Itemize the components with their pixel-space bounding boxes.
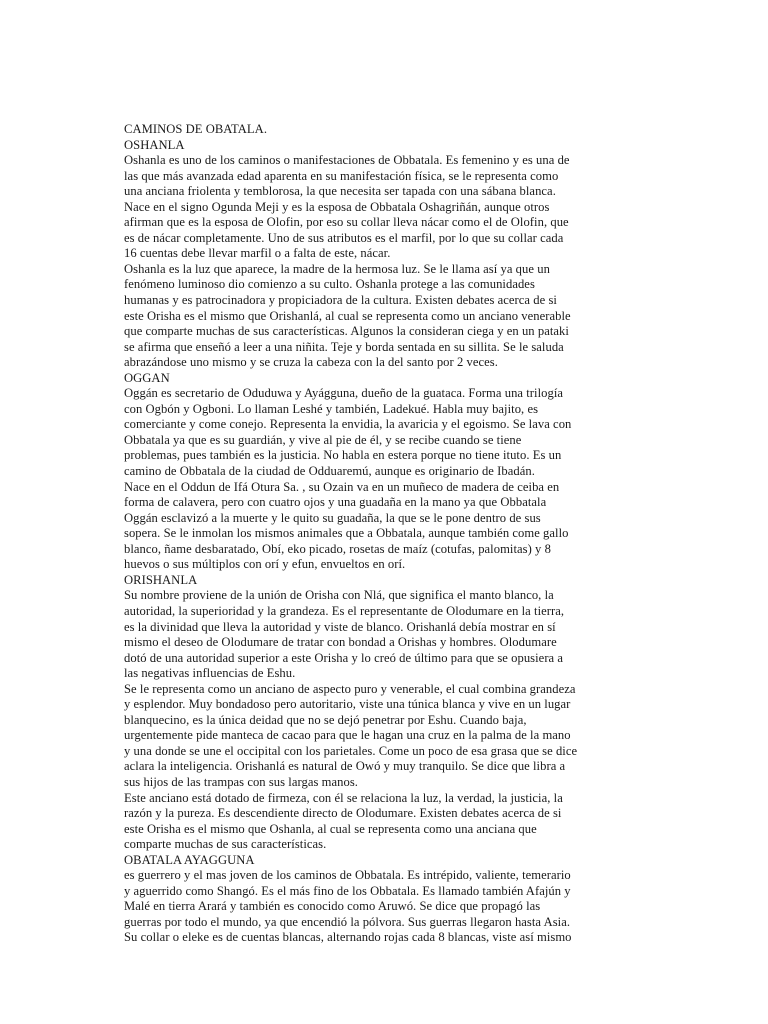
text-line: problemas, pues también es la justicia. No habla en estera porque no tiene ituto. Es un [124,448,562,463]
text-line: autoridad, la superioridad y la grandeza. Es el representante de Olodumare en la tierra, [124,603,565,618]
text-line: Nace en el signo Ogunda Meji y es la esposa de Obbatala Oshagriñán, aunque otros [124,199,550,214]
text-line: forma de calavera, pero con cuatro ojos y una guadaña en la mano ya que Obbatala [124,495,547,510]
text-line: Nace en el Oddun de Ifá Otura Sa. , su Ozain va en un muñeco de madera de ceiba en [124,479,560,494]
text-line: aclara la inteligencia. Orishanlá es natural de Owó y muy tranquilo. Se dice que libra a [124,759,566,774]
section-heading: ORISHANLA [124,572,198,587]
text-line: que comparte muchas de sus características. Algunos la consideran ciega y en un pataki [124,324,569,339]
text-line: y aguerrido como Shangó. Es el más fino de los Obbatala. Es llamado también Afajún y [124,883,571,898]
text-line: con Ogbón y Ogboni. Lo llaman Leshé y también, Ladekué. Habla muy bajito, es [124,401,539,416]
text-line: Su collar o eleke es de cuentas blancas, alternando rojas cada 8 blancas, viste así mismo [124,930,572,945]
text-line: afirman que es la esposa de Olofin, por eso su collar lleva nácar como el de Olofin, que [124,215,569,230]
text-line: 16 cuentas debe llevar marfil o a falta de este, nácar. [124,246,391,261]
text-line: Su nombre proviene de la unión de Orisha con Nlá, que significa el manto blanco, la [124,588,554,603]
section-heading: OGGAN [124,370,170,385]
text-line: sus hijos de las trampas con sus largas manos. [124,774,358,789]
text-line: guerras por todo el mundo, ya que encendió la pólvora. Sus guerras llegaron hasta Asia. [124,914,571,929]
text-line: Obbatala ya que es su guardián, y vive al pie de él, y se recibe cuando se tiene [124,432,522,447]
text-line: Este anciano está dotado de firmeza, con él se relaciona la luz, la verdad, la justicia, la [124,790,563,805]
text-line: es guerrero y el mas joven de los caminos de Obbatala. Es intrépido, valiente, temerario [124,868,571,883]
text-line: urgentemente pide manteca de cacao para que le hagan una cruz en la palma de la mano [124,728,571,743]
text-line: es de nácar completamente. Uno de sus atributos es el marfil, por lo que su collar cada [124,230,564,245]
document-body [124,122,660,946]
text-line: Malé en tierra Arará y también es conocido como Aruwó. Se dice que propagó las [124,899,541,914]
text-line: sopera. Se le inmolan los mismos animales que a Obbatala, aunque también come gallo [124,526,569,541]
section-heading: OBATALA AYAGGUNA [124,852,255,867]
text-line: dotó de una autoridad superior a este Orisha y lo creó de último para que se opusiera a [124,650,564,665]
text-line: abrazándose uno mismo y se cruza la cabeza con la del santo por 2 veces. [124,355,498,370]
text-line: comerciante y come conejo. Representa la envidia, la avaricia y el egoismo. Se lava con [124,417,572,432]
text-line: razón y la pureza. Es descendiente directo de Olodumare. Existen debates acerca de si [124,806,562,821]
text-line: comparte muchas de sus características. [124,837,327,852]
section-heading: OSHANLA [124,137,185,152]
text-line: y una donde se une el occipital con los parietales. Come un poco de esa grasa que se dice [124,743,578,758]
text-line: y esplendor. Muy bondadoso pero autoritario, viste una túnica blanca y vive en un lugar [124,697,571,712]
text-line: Oggán es secretario de Oduduwa y Ayágguna, dueño de la guataca. Forma una trilogía [124,386,564,401]
text-line: es la divinidad que lleva la autoridad y viste de blanco. Orishanlá debía mostrar en sí [124,619,556,634]
document-title: CAMINOS DE OBATALA. [124,122,268,136]
text-line: humanas y es patrocinadora y propiciadora de la cultura. Existen debates acerca de si [124,293,557,308]
text-line: fenómeno luminoso dio comienzo a su culto. Oshanla protege a las comunidades [124,277,535,292]
text-line: las que más avanzada edad aparenta en su manifestación física, se le representa como [124,168,559,183]
text-line: Oshanla es uno de los caminos o manifestaciones de Obbatala. Es femenino y es una de [124,153,570,168]
text-line: Oggán esclavizó a la muerte y le quito su guadaña, la que se le pone dentro de sus [124,510,541,525]
text-line: se afirma que enseñó a leer a una niñita. Teje y borda sentada en su sillita. Se le saluda [124,339,564,354]
text-line: Se le representa como un anciano de aspecto puro y venerable, el cual combina grandeza [124,681,576,696]
text-line: huevos o sus múltiplos con orí y efun, envueltos en orí. [124,557,406,572]
text-line: las negativas influencias de Eshu. [124,666,296,681]
text-line: una anciana friolenta y temblorosa, la que necesita ser tapada con una sábana blanca. [124,184,556,199]
text-line: Oshanla es la luz que aparece, la madre de la hermosa luz. Se le llama así ya que un [124,261,550,276]
text-line: mismo el deseo de Olodumare de tratar con bondad a Orishas y hombres. Olodumare [124,635,557,650]
text-line: este Orisha es el mismo que Oshanla, al cual se representa como una anciana que [124,821,537,836]
text-line: camino de Obbatala de la ciudad de Odduaremú, aunque es originario de Ibadán. [124,464,535,479]
text-line: blanco, ñame desbaratado, Obí, eko picado, rosetas de maíz (cotufas, palomitas) y 8 [124,541,551,556]
text-line: blanquecino, es la única deidad que no se dejó penetrar por Eshu. Cuando baja, [124,712,527,727]
text-line: este Orisha es el mismo que Orishanlá, al cual se representa como un anciano venerable [124,308,571,323]
